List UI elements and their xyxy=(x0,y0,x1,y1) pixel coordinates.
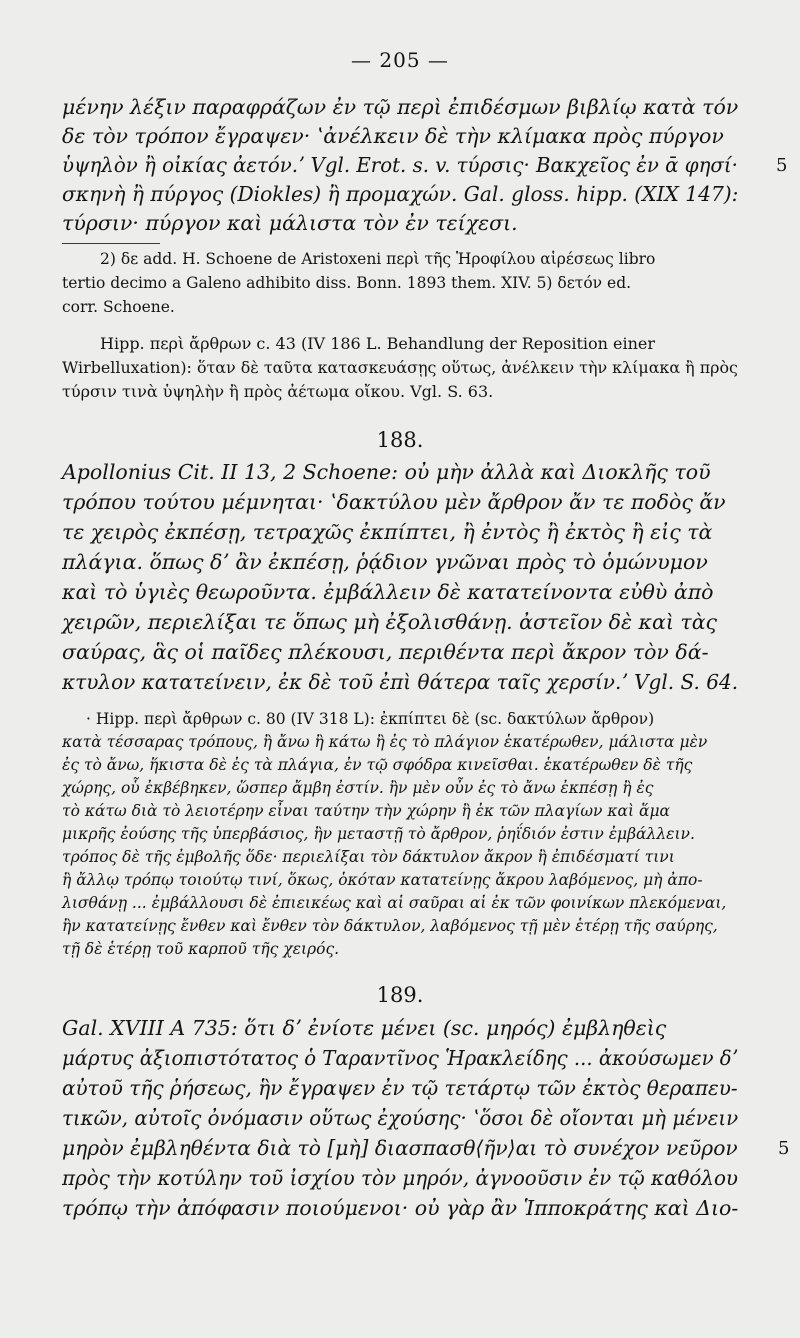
parallel-line: κατὰ τέσσαρας τρόπους, ἢ ἄνω ἢ κάτω ἢ ἐς τὸ πλάγιον ἑκατέρωθεν, μάλιστα μὲν xyxy=(62,733,708,751)
text-line: μηρὸν ἐμβληθέντα διὰ τὸ [μὴ] διασπασθ⟨ῆν⟩αι τὸ συνέχον νεῦρον xyxy=(62,1136,738,1160)
parallel-line: ἢ ἄλλῳ τρόπῳ τοιούτῳ τινί, ὅκως, ὁκόταν κατατείνῃς ἄκρου λαβόμενος, μὴ ἀπο- xyxy=(62,871,703,889)
parallel-line: Wirbelluxation): ὅταν δὲ ταῦτα κατασκευάσῃς οὕτως, ἀνέλκειν τὴν κλίμακα ἢ πρὸς xyxy=(62,358,738,377)
line-number: 5 xyxy=(776,155,788,176)
text-line: σκηνὴ ἢ πύργος (Diokles) ἢ προμαχών. Gal. gloss. hipp. (XIX 147): xyxy=(62,182,739,206)
parallel-line: τὸ κάτω διὰ τὸ λειοτέρην εἶναι ταύτην τὴν χώρην ἢ ἐκ τῶν πλαγίων καὶ ἅμα xyxy=(62,802,671,820)
text-line: σαύρας, ἃς οἱ παῖδες πλέκουσι, περιθέντα περὶ ἄκρον τὸν δά- xyxy=(62,640,709,664)
text-line: κτυλον κατατείνειν, ἐκ δὲ τοῦ ἐπὶ θάτερα ταῖς χερσίν.ʼ Vgl. S. 64. xyxy=(62,670,739,694)
text-line: δε τὸν τρόπον ἔγραψεν· ʽἀνέλκειν δὲ τὴν κλίμακα πρὸς πύργον xyxy=(62,124,724,148)
page-number: — 205 — xyxy=(351,48,449,72)
text-line: πλάγια. ὅπως δʼ ἂν ἐκπέσῃ, ῥᾴδιον γνῶναι πρὸς τὸ ὁμώνυμον xyxy=(62,550,708,574)
text-line: καὶ τὸ ὑγιὲς θεωροῦντα. ἐμβάλλειν δὲ κατατείνοντα εὐθὺ ἀπὸ xyxy=(62,580,714,604)
footnote-rule xyxy=(62,243,160,244)
parallel-line: τρόπος δὲ τῆς ἐμβολῆς ὅδε· περιελίξαι τὸν δάκτυλον ἄκρον ἢ ἐπιδέσματί τινι xyxy=(62,848,675,866)
text-line: χειρῶν, περιελίξαι τε ὅπως μὴ ἐξολισθάνῃ. ἀστεῖον δὲ καὶ τὰς xyxy=(62,610,718,634)
text-line: μένην λέξιν παραφράζων ἐν τῷ περὶ ἐπιδέσμων βιβλίῳ κατὰ τόν xyxy=(62,95,739,119)
section-number-189: 189. xyxy=(376,983,424,1007)
line-number: 5 xyxy=(778,1138,790,1159)
section-number-188: 188. xyxy=(376,428,424,452)
text-line: πρὸς τὴν κοτύλην τοῦ ἰσχίου τὸν μηρόν, ἀγνοοῦσιν ἐν τῷ καθόλου xyxy=(62,1166,738,1190)
text-line: τύρσιν· πύργον καὶ μάλιστα τὸν ἐν τείχεσι. xyxy=(62,211,518,235)
text-line: τικῶν, αὐτοῖς ὀνόμασιν οὕτως ἐχούσης· ʽὅσοι δὲ οἴονται μὴ μένειν xyxy=(62,1106,739,1130)
parallel-line: ἐς τὸ ἄνω, ἥκιστα δὲ ἐς τὰ πλάγια, ἐν τῷ σφόδρα κινεῖσθαι. ἑκατέρωθεν δὲ τῆς xyxy=(62,756,693,774)
footnote-line: tertio decimo a Galeno adhibito diss. Bonn. 1893 them. XIV. 5) δετόν ed. xyxy=(62,274,632,292)
text-line: μάρτυς ἀξιοπιστότατος ὁ Ταραντῖνος Ἡρακλείδης ... ἀκούσωμεν δʼ xyxy=(62,1046,738,1070)
text-line: αὐτοῦ τῆς ῥήσεως, ἣν ἔγραψεν ἐν τῷ τετάρτῳ τῶν ἐκτὸς θεραπευ- xyxy=(62,1076,738,1100)
parallel-line: χώρης, οὗ ἐκβέβηκεν, ὥσπερ ἄμβη ἐστίν. ἢν μὲν οὖν ἐς τὸ ἄνω ἐκπέσῃ ἢ ἐς xyxy=(62,779,654,797)
text-line: ὑψηλὸν ἢ οἰκίας ἀετόν.ʼ Vgl. Erot. s. v. τύρσις· Βακχεῖος ἐν ᾱ φησί· xyxy=(62,153,738,177)
footnote-line: 2) δε add. H. Schoene de Aristoxeni περὶ τῆς Ἡροφίλου αἱρέσεως libro xyxy=(100,250,656,268)
parallel-line: τῇ δὲ ἑτέρῃ τοῦ καρποῦ τῆς χειρός. xyxy=(62,940,340,958)
parallel-line: · Hipp. περὶ ἄρθρων c. 80 (IV 318 L): ἐκπίπτει δὲ (sc. δακτύλων ἄρθρον) xyxy=(86,710,655,728)
text-line: Apollonius Cit. II 13, 2 Schoene: οὐ μὴν ἀλλὰ καὶ Διοκλῆς τοῦ xyxy=(62,460,711,484)
text-line: τε χειρὸς ἐκπέσῃ, τετραχῶς ἐκπίπτει, ἢ ἐντὸς ἢ ἐκτὸς ἢ εἰς τὰ xyxy=(62,520,713,544)
footnote-line: corr. Schoene. xyxy=(62,298,175,316)
parallel-line: Hipp. περὶ ἄρθρων c. 43 (IV 186 L. Behandlung der Reposition einer xyxy=(100,334,656,353)
parallel-line: λισθάνῃ ... ἐμβάλλουσι δὲ ἐπιεικέως καὶ αἱ σαῦραι αἱ ἐκ τῶν φοινίκων πλεκόμεναι, xyxy=(62,894,727,912)
parallel-line: τύρσιν τινὰ ὑψηλὴν ἢ πρὸς ἀέτωμα οἴκου. Vgl. S. 63. xyxy=(62,382,494,401)
parallel-line: μικρῆς ἐούσης τῆς ὑπερβάσιος, ἢν μεταστῇ τὸ ἄρθρον, ῥηΐδιόν ἐστιν ἐμβάλλειν. xyxy=(62,825,695,843)
text-line: τρόπῳ τὴν ἀπόφασιν ποιούμενοι· οὐ γὰρ ἂν Ἱπποκράτης καὶ Διο- xyxy=(62,1196,739,1220)
text-line: Gal. XVIII A 735: ὅτι δʼ ἐνίοτε μένει (sc. μηρός) ἐμβληθεὶς xyxy=(62,1016,667,1040)
text-line: τρόπου τούτου μέμνηται· ʽδακτύλου μὲν ἄρθρον ἄν τε ποδὸς ἄν xyxy=(62,490,726,514)
parallel-line: ἢν κατατείνῃς ἔνθεν καὶ ἔνθεν τὸν δάκτυλον, λαβόμενος τῇ μὲν ἑτέρῃ τῆς σαύρης, xyxy=(62,917,718,935)
